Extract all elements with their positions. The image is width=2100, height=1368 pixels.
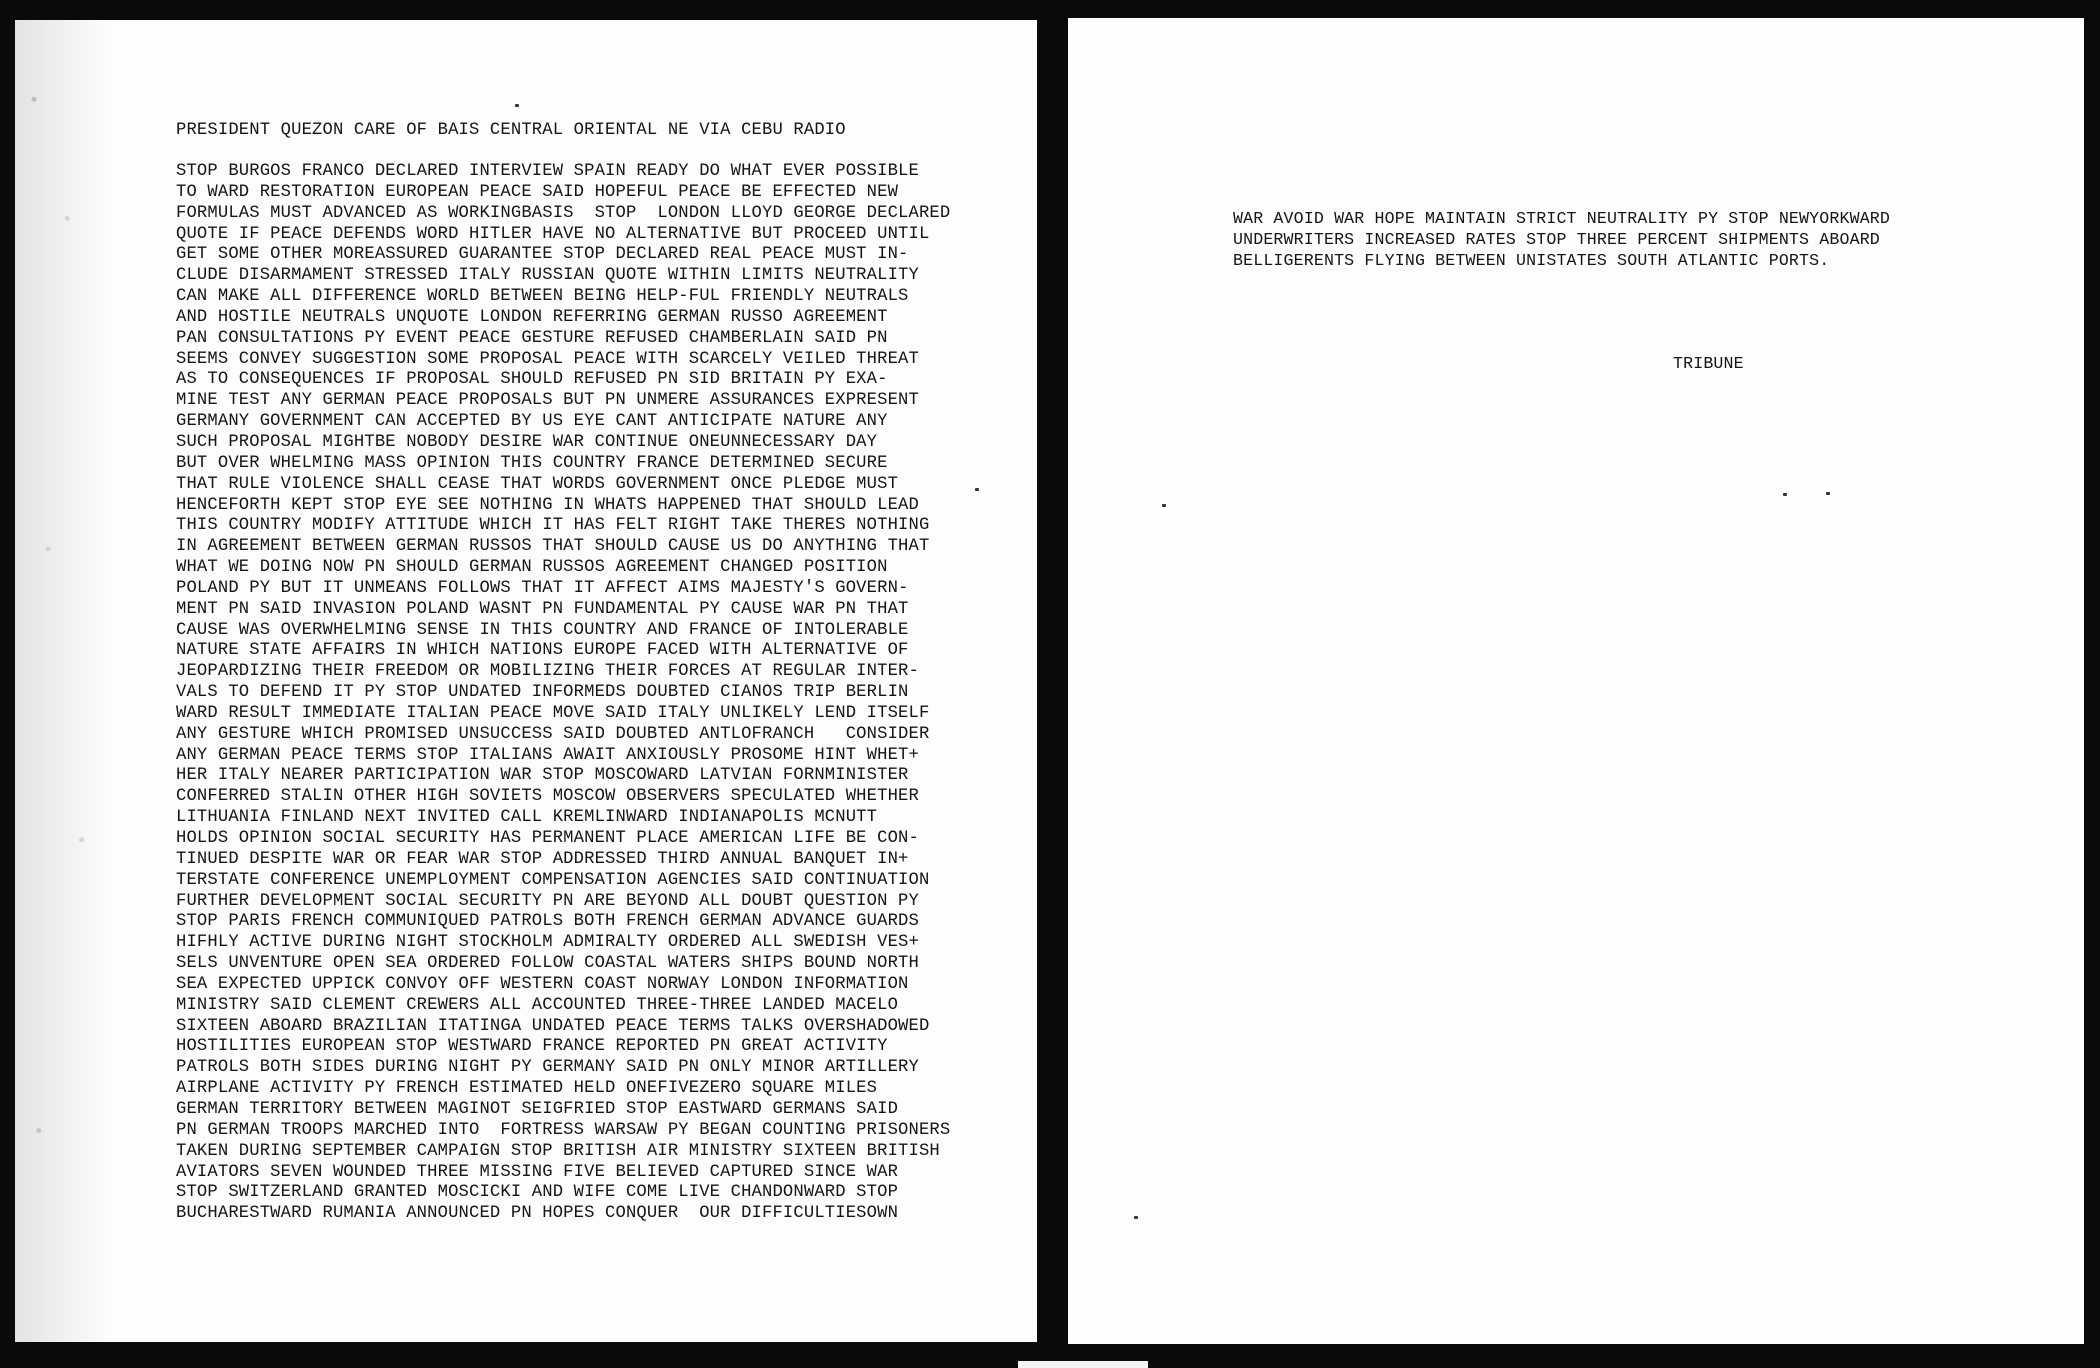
ink-speck bbox=[1783, 493, 1787, 496]
telegram-continuation: WAR AVOID WAR HOPE MAINTAIN STRICT NEUTRALITY PY STOP NEWYORKWARD UNDERWRITERS INCREASED RATES STOP THREE PERCENT SHIPMENTS ABOARD BELLIGERENTS FLYING BETWEEN UNISTATES SOUTH ATLANTIC PORTS. bbox=[1233, 209, 1891, 270]
telegram-body: STOP BURGOS FRANCO DECLARED INTERVIEW SPAIN READY DO WHAT EVER POSSIBLE TO WARD RESTORATION EUROPEAN PEACE SAID HOPEFUL PEACE BE EFFECTED NEW FORMULAS MUST ADVANCED AS WORKINGBASIS STOP LONDON LLOYD GEORGE DECLARED QUOTE IF PEACE DEFENDS WORD HITLER HAVE NO ALTERNATIVE BUT PROCEED UNTIL GET SOME OTHER MOREASSURED GUARANTEE STOP DECLARED REAL PEACE MUST IN- CLUDE DISARMAMENT STRESSED ITALY RUSSIAN QUOTE WITHIN LIMITS NEUTRALITY CAN MAKE ALL DIFFERENCE WORLD BETWEEN BEING HELP-FUL FRIENDLY NEUTRALS AND HOSTILE NEUTRALS UNQUOTE LONDON REFERRING GERMAN RUSSO AGREEMENT PAN CONSULTATIONS PY EVENT PEACE GESTURE REFUSED CHAMBERLAIN SAID PN SEEMS CONVEY SUGGESTION SOME PROPOSAL PEACE WITH SCARCELY VEILED THREAT AS TO CONSEQUENCES IF PROPOSAL SHOULD REFUSED PN SID BRITAIN PY EXA- MINE TEST ANY GERMAN PEACE PROPOSALS BUT PN UNMERE ASSURANCES EXPRESENT GERMANY GOVERNMENT CAN ACCEPTED BY US EYE CANT ANTICIPATE NATURE ANY SUCH PROPOSAL MIGHTBE NOBODY DESIRE WAR CONTINUE ONEUNNECESSARY DAY BUT OVER WHELMING MASS OPINION THIS COUNTRY FRANCE DETERMINED SECURE THAT RULE VIOLENCE SHALL CEASE THAT WORDS GOVERNMENT ONCE PLEDGE MUST HENCEFORTH KEPT STOP EYE SEE NOTHING IN WHATS HAPPENED THAT SHOULD LEAD THIS COUNTRY MODIFY ATTITUDE WHICH IT HAS FELT RIGHT TAKE THERES NOTHING IN AGREEMENT BETWEEN GERMAN RUSSOS THAT SHOULD CAUSE US DO ANYTHING THAT WHAT WE DOING NOW PN SHOULD GERMAN RUSSOS AGREEMENT CHANGED POSITION POLAND PY BUT IT UNMEANS FOLLOWS THAT IT AFFECT AIMS MAJESTY'S GOVERN- MENT PN SAID INVASION POLAND WASNT PN FUNDAMENTAL PY CAUSE WAR PN THAT CAUSE WAS OVERWHELMING SENSE IN THIS COUNTRY AND FRANCE OF INTOLERABLE NATURE STATE AFFAIRS IN WHICH NATIONS EUROPE FACED WITH ALTERNATIVE OF JEOPARDIZING THEIR FREEDOM OR MOBILIZING THEIR FORCES AT REGULAR INTER- VALS TO DEFEND IT PY STOP UNDATED INFORMEDS DOUBTED CIANOS TRIP BERLIN WARD RESULT IMMEDIATE ITALIAN PEACE MOVE SAID ITALY UNLIKELY LEND ITSELF ANY GESTURE WHICH PROMISED UNSUCCESS SAID DOUBTED ANTLOFRANCH CONSIDER ANY GERMAN PEACE TERMS STOP ITALIANS AWAIT ANXIOUSLY PROSOME HINT WHET+ HER ITALY NEARER PARTICIPATION WAR STOP MOSCOWARD LATVIAN FORNMINISTER CONFERRED STALIN OTHER HIGH SOVIETS MOSCOW OBSERVERS SPECULATED WHETHER LITHUANIA FINLAND NEXT INVITED CALL KREMLINWARD INDIANAPOLIS MCNUTT HOLDS OPINION SOCIAL SECURITY HAS PERMANENT PLACE AMERICAN LIFE BE CON- TINUED DESPITE WAR OR FEAR WAR STOP ADDRESSED THIRD ANNUAL BANQUET IN+ TERSTATE CONFERENCE UNEMPLOYMENT COMPENSATION AGENCIES SAID CONTINUATION FURTHER DEVELOPMENT SOCIAL SECURITY PN ARE BEYOND ALL DOUBT QUESTION PY STOP PARIS FRENCH COMMUNIQUED PATROLS BOTH FRENCH GERMAN ADVANCE GUARDS HIFHLY ACTIVE DURING NIGHT STOCKHOLM ADMIRALTY ORDERED ALL SWEDISH VES+ SELS UNVENTURE OPEN SEA ORDERED FOLLOW COASTAL WATERS SHIPS BOUND NORTH SEA EXPECTED UPPICK CONVOY OFF WESTERN COAST NORWAY LONDON INFORMATION MINISTRY SAID CLEMENT CREWERS ALL ACCOUNTED THREE-THREE LANDED MACELO SIXTEEN ABOARD BRAZILIAN ITATINGA UNDATED PEACE TERMS TALKS OVERSHADOWED HOSTILITIES EUROPEAN STOP WESTWARD FRANCE REPORTED PN GREAT ACTIVITY PATROLS BOTH SIDES DURING NIGHT PY GERMANY SAID PN ONLY MINOR ARTILLERY AIRPLANE ACTIVITY PY FRENCH ESTIMATED HELD ONEFIVEZERO SQUARE MILES GERMAN TERRITORY BETWEEN MAGINOT SEIGFRIED STOP EASTWARD GERMANS SAID PN GERMAN TROOPS MARCHED INTO FORTRESS WARSAW PY BEGAN COUNTING PRISONERS TAKEN DURING SEPTEMBER CAMPAIGN STOP BRITISH AIR MINISTRY SIXTEEN BRITISH AVIATORS SEVEN WOUNDED THREE MISSING FIVE BELIEVED CAPTURED SINCE WAR STOP SWITZERLAND GRANTED MOSCICKI AND WIFE COME LIVE CHANDONWARD STOP BUCHARESTWARD RUMANIA ANNOUNCED PN HOPES CONQUER OUR DIFFICULTIESOWN bbox=[176, 162, 951, 1224]
scanner-edge-strip bbox=[1018, 1361, 1148, 1368]
scan-noise-left-edge bbox=[15, 20, 110, 1342]
ink-speck bbox=[1134, 1216, 1138, 1219]
telegram-signoff: TRIBUNE bbox=[1673, 354, 1744, 373]
telegram-header: PRESIDENT QUEZON CARE OF BAIS CENTRAL ORIENTAL NE VIA CEBU RADIO bbox=[176, 121, 846, 140]
left-document-page bbox=[15, 20, 1037, 1342]
ink-speck bbox=[515, 104, 519, 107]
right-document-page bbox=[1068, 18, 2084, 1344]
ink-speck bbox=[975, 488, 979, 491]
ink-speck bbox=[1826, 492, 1830, 495]
ink-speck bbox=[1162, 504, 1166, 507]
